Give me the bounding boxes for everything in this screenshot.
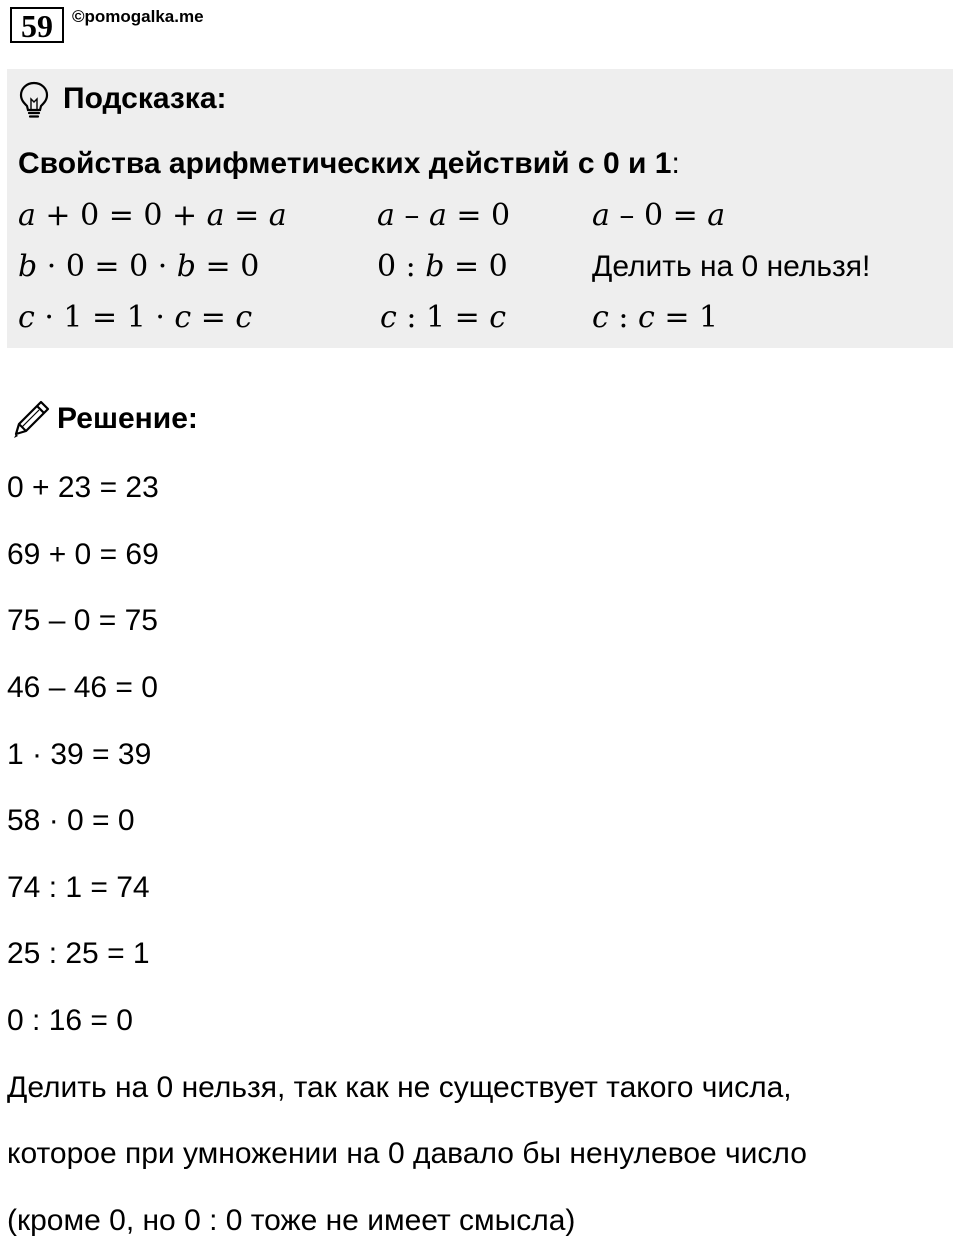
rules-title-tail: : <box>671 147 680 180</box>
solution-line: 75 – 0 = 75 <box>7 604 158 637</box>
formula-mul-one: 𝑐 · 1 = 1 · 𝑐 = 𝑐 <box>18 300 253 335</box>
watermark: ©pomogalka.me <box>72 7 204 26</box>
solution-line: 1 · 39 = 39 <box>7 738 152 771</box>
hint-title: Подсказка: <box>63 82 227 115</box>
formula-sub-self: 𝑎 – 𝑎 = 0 <box>377 198 511 233</box>
solution-line: 46 – 46 = 0 <box>7 671 158 704</box>
solution-line: 69 + 0 = 69 <box>7 538 159 571</box>
hint-box <box>7 69 953 348</box>
rules-title-bold: Свойства арифметических действий с 0 и 1 <box>18 147 672 180</box>
formula-zero-div: 0 : 𝑏 = 0 <box>377 249 508 284</box>
formula-no-div-zero: Делить на 0 нельзя! <box>592 250 871 283</box>
rules-title <box>18 146 680 182</box>
lightbulb-icon <box>18 81 50 119</box>
formula-sub-zero: 𝑎 – 0 = 𝑎 <box>592 198 726 233</box>
solution-line: 74 : 1 = 74 <box>7 871 150 904</box>
solution-explanation-line: Делить на 0 нельзя, так как не существует такого числа, <box>7 1071 792 1104</box>
formula-div-one: 𝑐 : 1 = 𝑐 <box>380 300 507 335</box>
solution-line: 0 : 16 = 0 <box>7 1004 133 1037</box>
task-number: 59 <box>10 7 64 43</box>
solution-explanation-line: которое при умножении на 0 давало бы ненулевое число <box>7 1137 807 1170</box>
pencil-icon <box>10 398 52 440</box>
solution-title: Решение: <box>57 402 198 435</box>
formula-mul-zero: 𝑏 · 0 = 0 · 𝑏 = 0 <box>18 249 260 284</box>
formula-div-self: 𝑐 : 𝑐 = 1 <box>592 300 719 335</box>
formula-add-zero: 𝑎 + 0 = 0 + 𝑎 = 𝑎 <box>18 198 287 233</box>
solution-line: 0 + 23 = 23 <box>7 471 159 504</box>
solution-explanation-line: (кроме 0, но 0 : 0 тоже не имеет смысла) <box>7 1204 576 1237</box>
solution-line: 58 · 0 = 0 <box>7 804 135 837</box>
solution-line: 25 : 25 = 1 <box>7 937 150 970</box>
